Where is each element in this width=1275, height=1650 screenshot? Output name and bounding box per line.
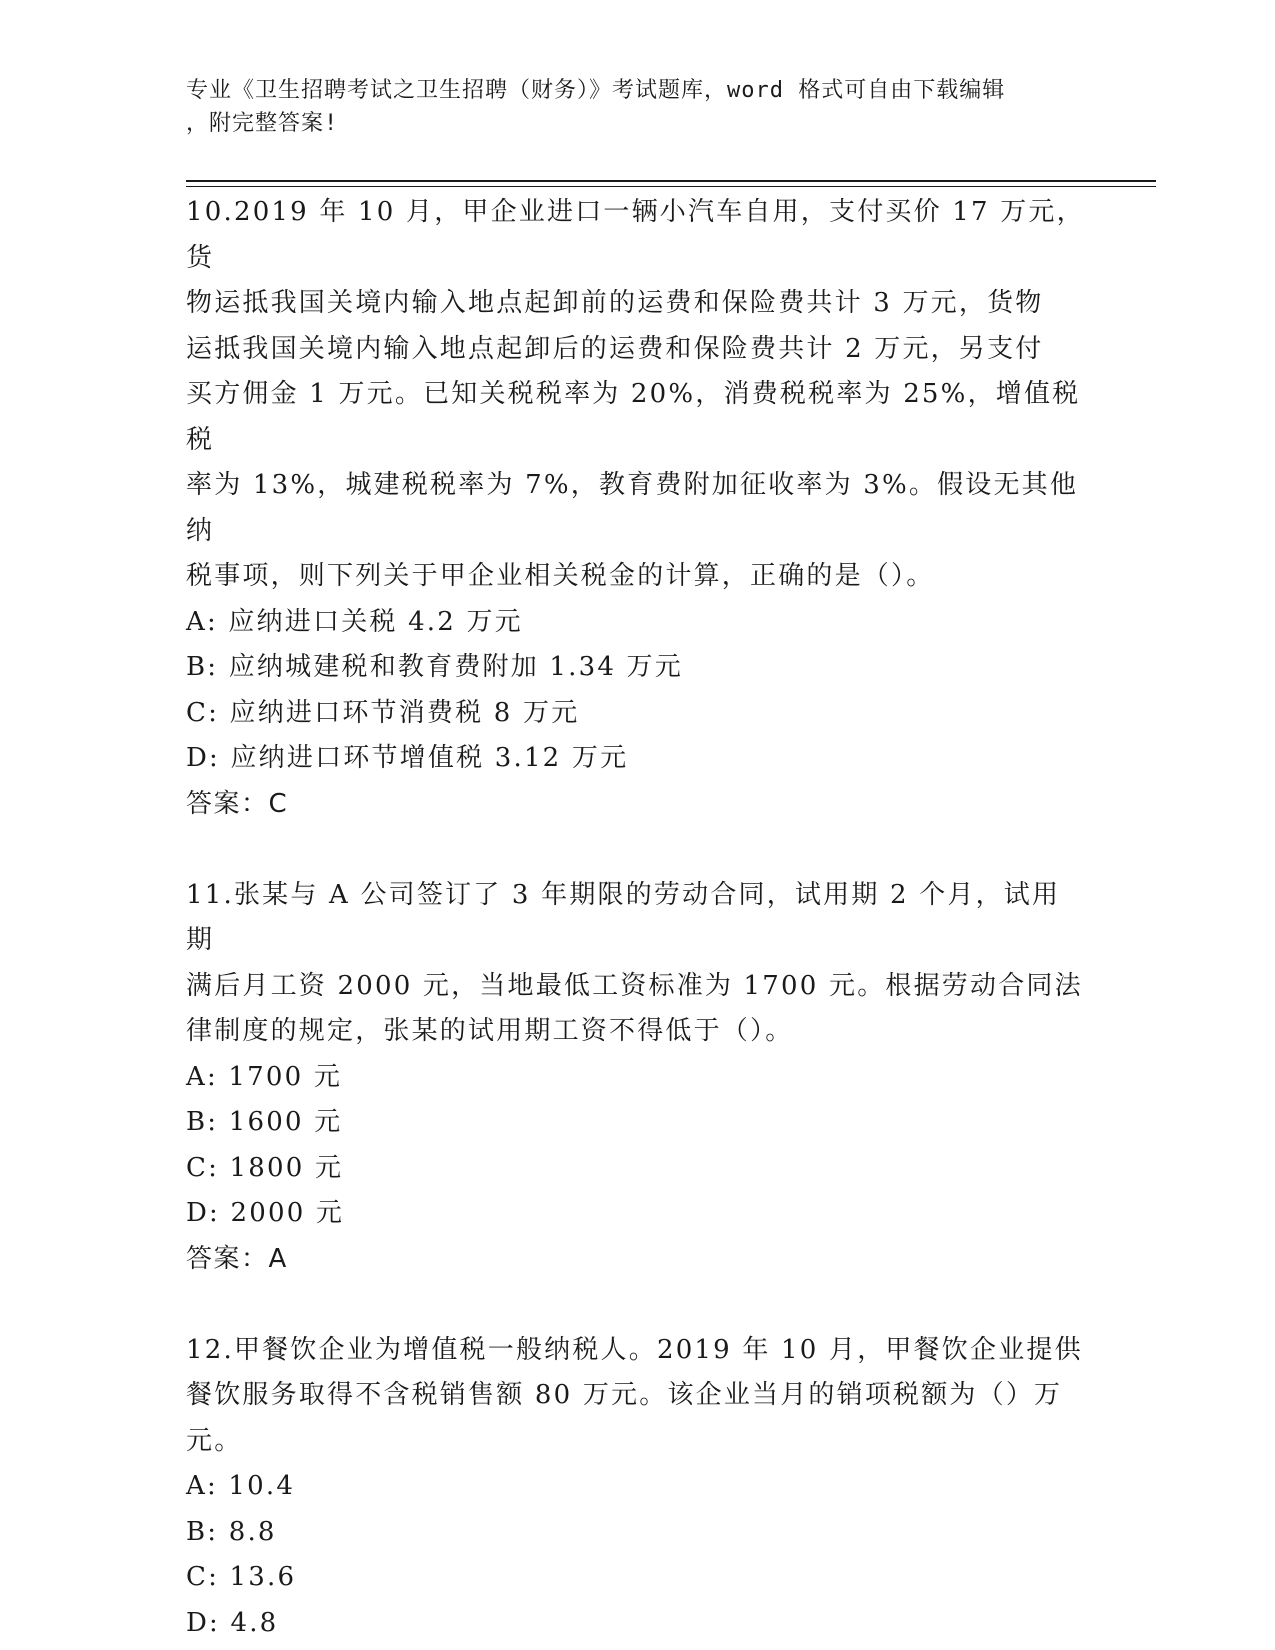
stem-line: 运抵我国关境内输入地点起卸后的运费和保险费共计 2 万元，另支付	[186, 333, 1044, 364]
option-d: D: 4.8	[186, 1607, 279, 1638]
option-d: D: 应纳进口环节增值税 3.12 万元	[186, 743, 629, 773]
stem-line: 餐饮服务取得不含税销售额 80 万元。该企业当月的销项税额为（）万	[186, 1380, 1063, 1410]
question-12	[186, 1328, 1086, 1647]
header-line-1: 专业《卫生招聘考试之卫生招聘（财务）》考试题库，word 格式可自由下载编辑	[186, 78, 1006, 103]
question-spacer	[186, 827, 1086, 873]
answer-line: 答案：A	[186, 1243, 288, 1274]
option-c: C: 应纳进口环节消费税 8 万元	[186, 697, 580, 728]
stem-line: 11.张某与 A 公司签订了 3 年期限的劳动合同，试用期 2 个月，试用期	[186, 879, 1061, 955]
stem-line: 物运抵我国关境内输入地点起卸前的运费和保险费共计 3 万元，货物	[186, 288, 1044, 318]
stem-line: 10.2019 年 10 月，甲企业进口一辆小汽车自用，支付买价 17 万元，货	[186, 197, 1085, 273]
question-stem	[186, 190, 1086, 600]
question-10	[186, 190, 1086, 827]
option-c: C: 13.6	[186, 1562, 297, 1592]
stem-line: 满后月工资 2000 元，当地最低工资标准为 1700 元。根据劳动合同法	[186, 970, 1083, 1001]
question-list	[186, 190, 1086, 1646]
option-a: A: 1700 元	[186, 1061, 343, 1092]
option-c: C: 1800 元	[186, 1152, 344, 1183]
stem-line: 元。	[186, 1425, 243, 1456]
question-spacer	[186, 1282, 1086, 1328]
stem-line: 税事项，则下列关于甲企业相关税金的计算，正确的是（）。	[186, 561, 935, 591]
document-header	[186, 74, 1066, 140]
header-divider-thick	[186, 180, 1156, 182]
stem-line: 律制度的规定，张某的试用期工资不得低于（）。	[186, 1016, 794, 1046]
option-b: B: 8.8	[186, 1516, 277, 1547]
option-d: D: 2000 元	[186, 1198, 345, 1228]
question-11	[186, 873, 1086, 1283]
answer-line: 答案：C	[186, 788, 289, 819]
option-a: A: 应纳进口关税 4.2 万元	[186, 606, 523, 637]
option-a: A: 10.4	[186, 1471, 296, 1501]
option-b: B: 1600 元	[186, 1107, 343, 1137]
stem-line: 12.甲餐饮企业为增值税一般纳税人。2019 年 10 月，甲餐饮企业提供	[186, 1334, 1083, 1365]
option-b: B: 应纳城建税和教育费附加 1.34 万元	[186, 652, 683, 682]
header-line-2: ，附完整答案!	[186, 111, 339, 136]
stem-line: 买方佣金 1 万元。已知关税税率为 20%，消费税税率为 25%，增值税税	[186, 379, 1081, 455]
header-divider-thin	[186, 186, 1156, 187]
question-stem	[186, 873, 1086, 1055]
question-stem	[186, 1328, 1086, 1465]
stem-line: 率为 13%，城建税税率为 7%，教育费附加征收率为 3%。假设无其他纳	[186, 470, 1079, 546]
